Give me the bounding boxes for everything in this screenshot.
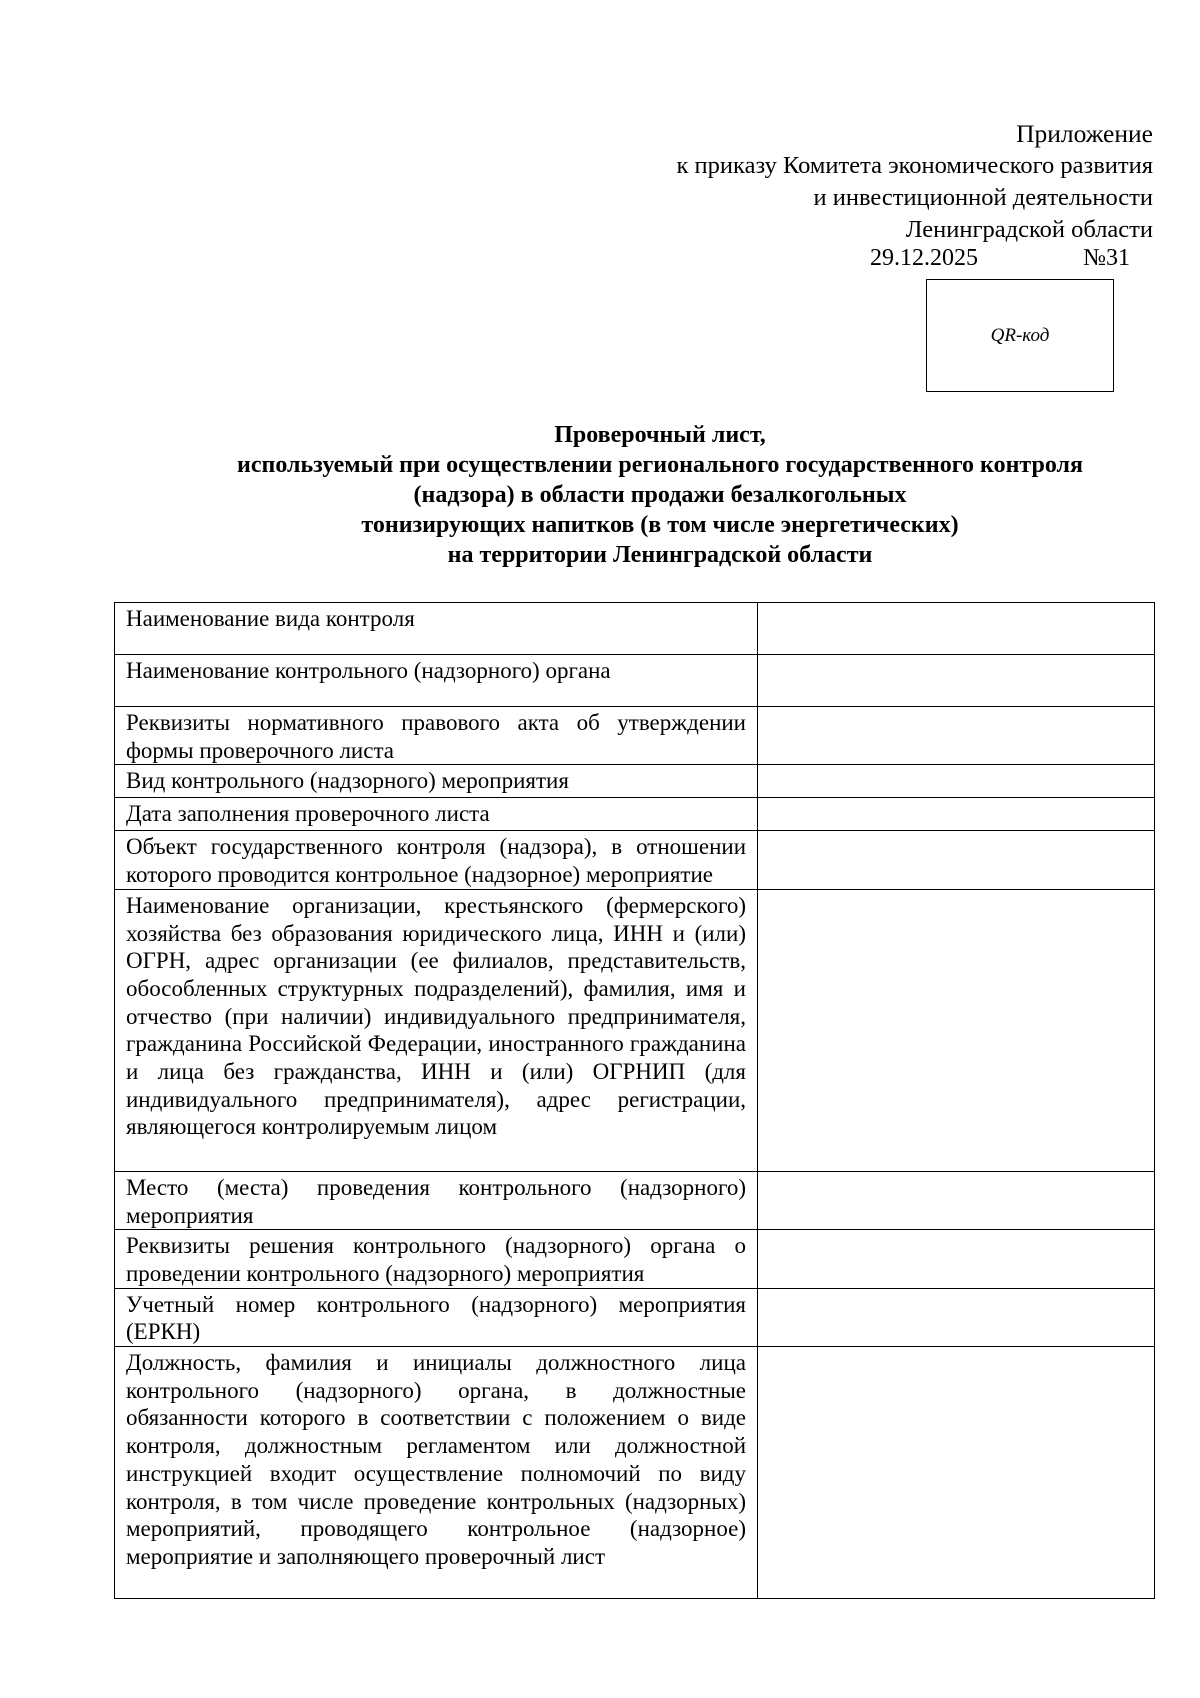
row-label: Наименование контрольного (надзорного) органа — [115, 655, 758, 707]
appendix-line: и инвестиционной деятельности — [813, 184, 1153, 211]
row-value-cell — [758, 1230, 1155, 1288]
row-label: Место (места) проведения контрольного (надзорного) мероприятия — [115, 1171, 758, 1229]
table-row — [115, 889, 1155, 1171]
title-line: используемый при осуществлении регионального государственного контроля — [237, 452, 1083, 478]
row-value-cell — [758, 655, 1155, 707]
qr-code-label: QR-код — [990, 324, 1050, 346]
row-value-cell — [758, 1288, 1155, 1346]
title-line: Проверочный лист, — [554, 422, 766, 448]
row-label: Реквизиты решения контрольного (надзорного) органа о проведении контрольного (надзорного) мероприятия — [115, 1230, 758, 1288]
qr-code-placeholder — [926, 279, 1114, 392]
row-value-cell — [758, 765, 1155, 798]
row-label: Объект государственного контроля (надзора), в отношении которого проводится контрольное (надзорное) мероприятие — [115, 831, 758, 889]
row-value-cell — [758, 1171, 1155, 1229]
checklist-table — [114, 602, 1155, 1599]
row-label: Наименование вида контроля — [115, 603, 758, 655]
order-number: №31 — [1083, 245, 1130, 271]
table-row — [115, 1288, 1155, 1346]
row-value-cell — [758, 831, 1155, 889]
table-row — [115, 1230, 1155, 1288]
title-line: (надзора) в области продажи безалкогольных — [413, 482, 907, 508]
table-row — [115, 831, 1155, 889]
table-row — [115, 765, 1155, 798]
row-value-cell — [758, 603, 1155, 655]
order-date: 29.12.2025 — [870, 245, 978, 271]
row-label: Должность, фамилия и инициалы должностного лица контрольного (надзорного) органа, в должностные обязанности которого в соответствии с положением о виде контроля, должностным регламентом или должностной инструкцией входит осуществление полномочий по виду контроля, в том числе проведение контрольных (надзорных) мероприятий, проводящего контрольное (надзорное) мероприятие и заполняющего проверочный лист — [115, 1347, 758, 1599]
row-value-cell — [758, 1347, 1155, 1599]
row-value-cell — [758, 889, 1155, 1171]
appendix-line: Ленинградской области — [905, 216, 1153, 243]
appendix-line: Приложение — [1016, 119, 1153, 148]
order-date-number — [870, 244, 1140, 274]
row-label: Наименование организации, крестьянского (фермерского) хозяйства без образования юридического лица, ИНН и (или) ОГРН, адрес организации (ее филиалов, представительств, обособленных структурных подразделений), фамилия, имя и отчество (при наличии) индивидуального предпринимателя, гражданина Российской Федерации, иностранного гражданина и лица без гражданства, ИНН и (или) ОГРНИП (для индивидуального предпринимателя), адрес регистрации, являющегося контролируемым лицом — [115, 889, 758, 1171]
row-label: Вид контрольного (надзорного) мероприятия — [115, 765, 758, 798]
table-row — [115, 798, 1155, 831]
row-value-cell — [758, 798, 1155, 831]
document-title — [120, 420, 1200, 570]
row-value-cell — [758, 707, 1155, 765]
row-label: Реквизиты нормативного правового акта об утверждении формы проверочного листа — [115, 707, 758, 765]
table-row — [115, 655, 1155, 707]
table-row — [115, 1171, 1155, 1229]
title-line: тонизирующих напитков (в том числе энергетических) — [361, 512, 959, 538]
appendix-line: к приказу Комитета экономического развития — [676, 152, 1153, 179]
row-label: Учетный номер контрольного (надзорного) мероприятия (ЕРКН) — [115, 1288, 758, 1346]
title-line: на территории Ленинградской области — [447, 542, 873, 568]
appendix-header — [533, 118, 1153, 246]
row-label: Дата заполнения проверочного листа — [115, 798, 758, 831]
table-row — [115, 1347, 1155, 1599]
table-row — [115, 603, 1155, 655]
table-row — [115, 707, 1155, 765]
